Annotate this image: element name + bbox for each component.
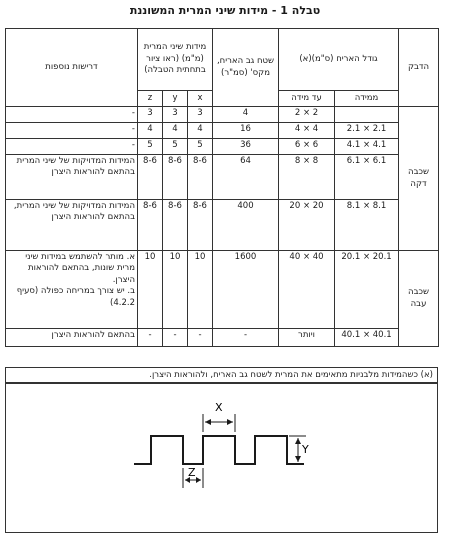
header-to: עד מידה [279, 91, 335, 107]
label-x: X [215, 401, 223, 414]
cell-y: 10 [163, 251, 188, 329]
header-from: ממידה [335, 91, 399, 107]
table-row [6, 107, 439, 123]
group-thin: שכבה דקה [399, 107, 439, 251]
trowel-teeth-table [5, 28, 439, 347]
cell-x: 8-6 [188, 155, 213, 200]
cell-x: 3 [188, 107, 213, 123]
cell-area: 400 [213, 200, 279, 251]
cell-to: 20 × 20 [279, 200, 335, 251]
cell-from: 8.1 × 8.1 [335, 200, 399, 251]
group-thick: שכבה עבה [399, 251, 439, 347]
cell-z: 8-6 [138, 155, 163, 200]
header-tile-size: גודל האריח (ס"מ)(א) [279, 29, 399, 91]
label-y: Y [302, 443, 309, 456]
label-z: Z [188, 466, 196, 479]
table-row [6, 200, 439, 251]
req-item-a: א. מותר להשתמש במידות שיני מרית שונות, בהתאם להוראות היצרן. [25, 252, 135, 285]
cell-area: - [213, 329, 279, 347]
cell-to: 2 × 2 [279, 107, 335, 123]
footnote: (א) כשהמידות מלבניות מתאימים את המרית לשטח גב האריח, ולהוראות היצרן. [5, 367, 438, 383]
header-back-area: שטח גב האריח, מקס' (סמ"ר) [213, 29, 279, 107]
cell-z: 8-6 [138, 200, 163, 251]
cell-y: 5 [163, 139, 188, 155]
header-adhesive: הדבק [399, 29, 439, 107]
cell-req: - [6, 139, 138, 155]
notched-trowel-profile [6, 384, 439, 534]
cell-y: 4 [163, 123, 188, 139]
cell-x: 8-6 [188, 200, 213, 251]
table-row [6, 139, 439, 155]
cell-y: 8-6 [163, 200, 188, 251]
cell-z: 4 [138, 123, 163, 139]
trowel-teeth-diagram [5, 383, 438, 533]
cell-z: - [138, 329, 163, 347]
cell-req: בהתאם להוראות היצרן [6, 329, 138, 347]
cell-x: 10 [188, 251, 213, 329]
header-z: z [138, 91, 163, 107]
cell-z: 10 [138, 251, 163, 329]
cell-to: 40 × 40 [279, 251, 335, 329]
cell-x: 5 [188, 139, 213, 155]
table-row [6, 155, 439, 200]
table-title: טבלה 1 - מידות שיני המרית המשוננת [129, 4, 321, 17]
cell-area: 64 [213, 155, 279, 200]
table-row [6, 123, 439, 139]
header-x: x [188, 91, 213, 107]
cell-from: 4.1 × 4.1 [335, 139, 399, 155]
cell-req: המידות המדויקות של שיני המרית בהתאם להוראות היצרן [6, 155, 138, 200]
cell-area: 4 [213, 107, 279, 123]
cell-z: 5 [138, 139, 163, 155]
cell-to: ויותר [279, 329, 335, 347]
cell-from: 20.1 × 20.1 [335, 251, 399, 329]
cell-from: 2.1 × 2.1 [335, 123, 399, 139]
cell-x: - [188, 329, 213, 347]
header-y: y [163, 91, 188, 107]
cell-area: 36 [213, 139, 279, 155]
cell-to: 8 × 8 [279, 155, 335, 200]
cell-z: 3 [138, 107, 163, 123]
cell-req [6, 251, 138, 329]
header-teeth: מידות שיני המרית (מ"מ) (ראו ציור בתחתית הטבלה) [138, 29, 213, 91]
header-extra: דרישות נוספות [6, 29, 138, 107]
cell-req: - [6, 107, 138, 123]
cell-area: 1600 [213, 251, 279, 329]
cell-req: - [6, 123, 138, 139]
table-row [6, 251, 439, 329]
cell-y: 3 [163, 107, 188, 123]
cell-to: 6 × 6 [279, 139, 335, 155]
cell-y: 8-6 [163, 155, 188, 200]
cell-y: - [163, 329, 188, 347]
cell-from: 40.1 × 40.1 [335, 329, 399, 347]
cell-area: 16 [213, 123, 279, 139]
cell-to: 4 × 4 [279, 123, 335, 139]
req-item-b: ב. יש צורך במריחה כפולה (סעיף 4.2.2) [16, 286, 135, 308]
cell-x: 4 [188, 123, 213, 139]
cell-from [335, 107, 399, 123]
cell-from: 6.1 × 6.1 [335, 155, 399, 200]
table-row [6, 329, 439, 347]
cell-req: המידות המדויקות של שיני המרית, בהתאם להוראות היצרן [6, 200, 138, 251]
